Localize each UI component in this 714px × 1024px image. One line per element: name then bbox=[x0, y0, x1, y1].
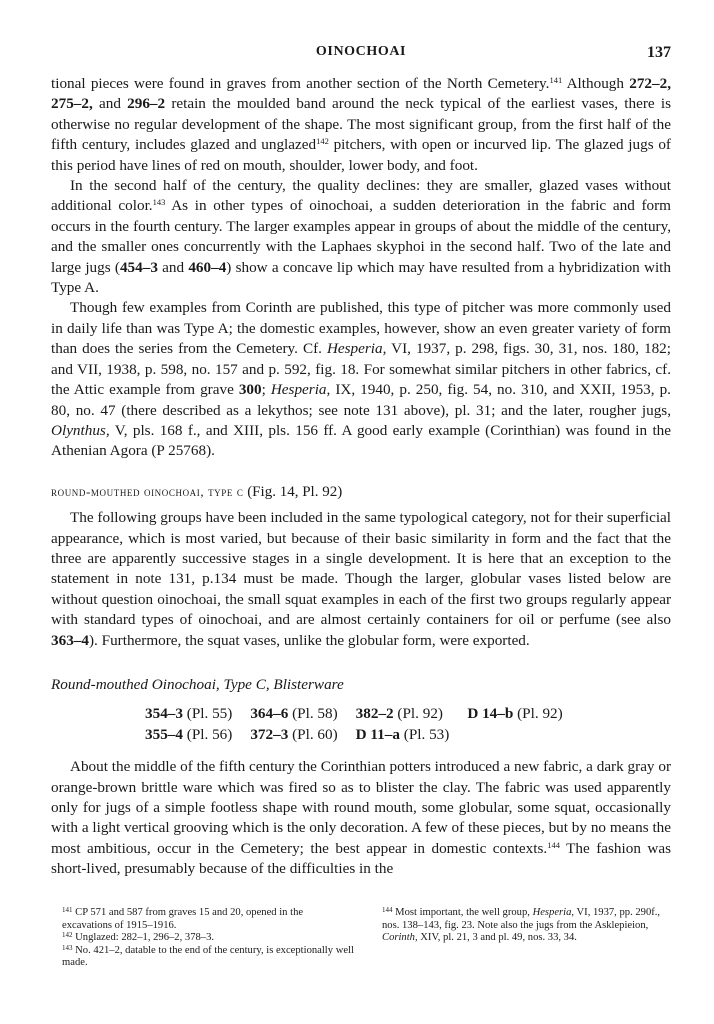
text: retain the moulded band around the neck typical of the earliest vases, there is otherwise no regular development of the shape. The most significant group, from the first half of the fifth century, includes glazed and unglazed bbox=[51, 95, 671, 154]
plate-ref: (Pl. 56) bbox=[182, 725, 233, 743]
footnote-ref-143: 143 bbox=[152, 197, 166, 208]
catalog-ref: 460–4 bbox=[188, 258, 227, 276]
running-title: OINOCHOAI bbox=[315, 44, 407, 59]
catalog-number: 364–6 bbox=[250, 705, 289, 723]
journal-title: Hesperia, bbox=[532, 907, 575, 918]
catalog-ref: 454–3 bbox=[119, 258, 158, 276]
footnote-text: No. 421–2, datable to the end of the century, is exceptionally well made. bbox=[62, 944, 354, 969]
plate-ref: (Pl. 92) bbox=[393, 705, 443, 723]
paragraph-1 bbox=[51, 74, 671, 176]
paragraph-2 bbox=[51, 176, 671, 298]
footnote-text: CP 571 and 587 from graves 15 and 20, opened in the excavations of 1915–1916. bbox=[62, 907, 304, 931]
text: and bbox=[157, 258, 189, 276]
footnote-ref-141: 141 bbox=[549, 75, 563, 85]
journal-title: Hesperia, bbox=[326, 340, 387, 358]
catalog-number: 382–2 bbox=[355, 705, 394, 723]
footnote-144 bbox=[382, 907, 674, 945]
footnote-141 bbox=[62, 907, 354, 932]
paragraph-4 bbox=[51, 508, 671, 651]
table-cell bbox=[356, 704, 468, 724]
table-cell bbox=[250, 704, 355, 724]
paragraph-5 bbox=[51, 757, 671, 879]
page-header bbox=[51, 44, 671, 66]
section-heading bbox=[51, 482, 671, 502]
catalog-number: 355–4 bbox=[145, 725, 183, 743]
table-cell bbox=[467, 725, 562, 745]
footnote-text: VI, 1937, pp. 290f., nos. 138–143, fig. 23. Note also the jugs from the Asklepieion, bbox=[382, 907, 661, 931]
journal-title: Corinth, bbox=[382, 932, 418, 944]
table-cell bbox=[250, 725, 355, 745]
page-number: 137 bbox=[647, 44, 671, 61]
section-title: round-mouthed oinochoai, type c bbox=[51, 483, 244, 499]
table-cell bbox=[145, 704, 250, 724]
text: and bbox=[92, 95, 128, 113]
footnote-143 bbox=[62, 945, 354, 970]
catalog-table bbox=[145, 704, 563, 745]
catalog-number: 354–3 bbox=[145, 705, 183, 723]
table-cell bbox=[467, 704, 562, 724]
catalog-number: D 11–a bbox=[355, 725, 400, 743]
text: Although bbox=[562, 75, 630, 92]
table-row bbox=[145, 704, 563, 724]
journal-title: Olynthus, bbox=[51, 421, 110, 439]
paragraph-3 bbox=[51, 298, 671, 461]
catalog-ref: 296–2 bbox=[127, 95, 166, 113]
footnotes-right-column bbox=[382, 907, 674, 945]
text: V, pls. 168 f., and XIII, pls. 156 ff. A good early example (Corinthian) was found in the Athenian Agora (P 25768). bbox=[51, 421, 671, 460]
text: tional pieces were found in graves from another section of the North Cemetery. bbox=[51, 75, 550, 92]
text: pitchers, with open or incurved lip. The glazed jugs of this period have lines of red on mouth, shoulder, lower body, and foot. bbox=[51, 136, 671, 174]
section-figure-ref: (Fig. 14, Pl. 92) bbox=[243, 483, 343, 500]
catalog-ref: 272–2, 275–2, bbox=[51, 75, 671, 113]
text: ) show a concave lip which may have resulted from a hybridization with Type A. bbox=[51, 258, 671, 297]
text: Though few examples from Corinth are published, this type of pitcher was more commonly used in daily life than was Type A; the domestic examples, however, show an even greater variety of form than does the series from the Cemetery. Cf. bbox=[51, 299, 671, 358]
plate-ref: (Pl. 58) bbox=[288, 705, 338, 723]
footnote-number: 142 bbox=[62, 931, 73, 940]
catalog-number: 372–3 bbox=[250, 725, 289, 743]
plate-ref: (Pl. 60) bbox=[288, 725, 338, 743]
footnote-number: 144 bbox=[382, 906, 393, 914]
text: As in other types of oinochoai, a sudden deterioration in the fabric and form occurs in the fourth century. The larger examples appear in groups of about the middle of the century, and the smaller ones concurrently with the Laphaes skyphoi in the second half. Two of the late and large jugs ( bbox=[51, 197, 671, 276]
footnote-number: 141 bbox=[62, 906, 73, 914]
footnote-text: XIV, pl. 21, 3 and pl. 49, nos. 33, 34. bbox=[417, 932, 577, 944]
subheading: Round-mouthed Oinochoai, Type C, Blisterware bbox=[51, 675, 344, 693]
catalog-number: D 14–b bbox=[467, 705, 514, 723]
catalog-ref: 300 bbox=[238, 381, 262, 399]
text: The fashion was short-lived, presumably because of the difficulties in the bbox=[51, 839, 671, 878]
catalog-ref: 363–4 bbox=[51, 631, 89, 649]
text: VI, 1937, p. 298, figs. 30, 31, nos. 180, 182; and VII, 1938, p. 598, no. 157 and p. 592, fig. 18. For somewhat similar pitchers in other fabrics, cf. the Attic example from grave bbox=[51, 340, 672, 399]
footnote-142 bbox=[62, 932, 354, 945]
footnote-ref-142: 142 bbox=[316, 136, 329, 147]
text: ). Furthermore, the squat vases, unlike the globular form, were exported. bbox=[88, 631, 530, 649]
journal-title: Hesperia, bbox=[270, 381, 331, 399]
footnote-text: Most important, the well group, bbox=[392, 907, 533, 918]
main-text bbox=[51, 74, 671, 880]
table-cell bbox=[145, 725, 250, 745]
footnotes-left-column bbox=[62, 907, 354, 970]
footnote-text: Unglazed: 282–1, 296–2, 378–3. bbox=[72, 932, 215, 944]
text: ; bbox=[261, 381, 271, 399]
plate-ref: (Pl. 55) bbox=[182, 705, 233, 723]
footnote-ref-144: 144 bbox=[547, 839, 560, 850]
text: About the middle of the fifth century the Corinthian potters introduced a new fabric, a dark gray or orange-brown brittle ware which was fired so as to blister the clay. The fabric was used apparently only for jugs of a simple footless shape with round mouth, some globular, some squat, occasionally with a light vertical grooving which is the only decoration. A few of these pieces, but by no means the most ambitious, occur in the Cemetery; the best appear in domestic contexts. bbox=[51, 758, 671, 857]
table-row bbox=[145, 725, 563, 745]
plate-ref: (Pl. 92) bbox=[513, 705, 563, 723]
plate-ref: (Pl. 53) bbox=[399, 725, 450, 743]
text: The following groups have been included in the same typological category, not for their superficial appearance, which is most varied, but because of their basic similarity in form and the fact that the three are apparently successive stages in a single development. It is here that an exception to the statement in note 131, p.134 must be made. Though the larger, globular vases listed below are without question oinochoai, the small squat examples in each of the first two groups regularly appear with standard types of oinochoai, and are almost certainly containers for oil or perfume (see also bbox=[51, 509, 671, 629]
text: IX, 1940, p. 250, fig. 54, no. 310, and XXII, 1953, p. 80, no. 47 (there described as a lekythos; see note 131 above), pl. 31; and the later, rougher jugs, bbox=[51, 381, 671, 419]
text: In the second half of the century, the quality declines: they are smaller, glazed vases without additional color. bbox=[51, 177, 671, 215]
table-cell bbox=[356, 725, 468, 745]
footnote-number: 143 bbox=[62, 943, 73, 952]
